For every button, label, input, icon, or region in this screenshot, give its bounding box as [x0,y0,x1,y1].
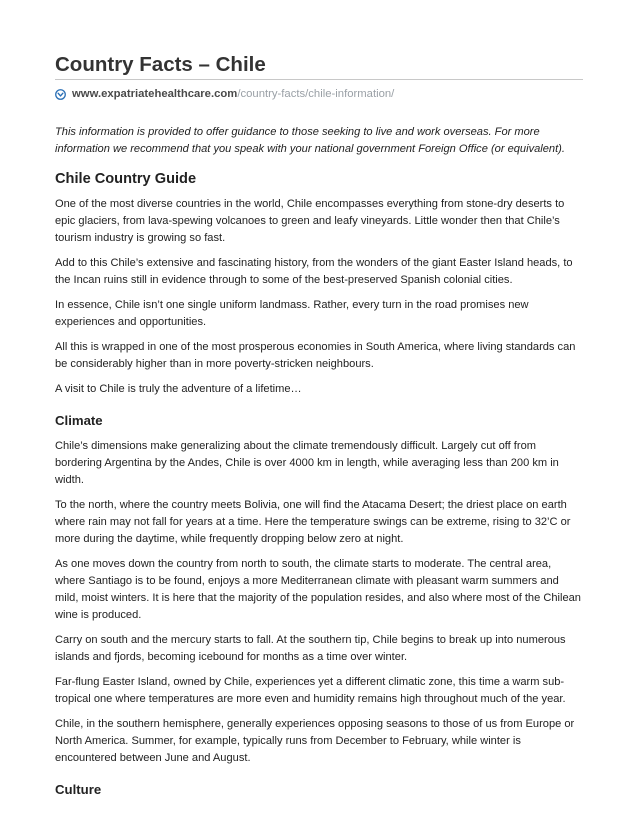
intro-disclaimer: This information is provided to offer guidance to those seeking to live and work overseas. For more information we recommend that you speak with your national government Foreign Office (or equivalent). [55,126,565,155]
paragraph: As one moves down the country from north to south, the climate starts to moderate. The central area, where Santiago is to be found, enjoys a more Mediterranean climate with pleasant warm summers and mild, moist winters. It is here that the majority of the population resides, and also where most of the Chilean wine is produced. [55,558,581,621]
paragraph: Chile’s dimensions make generalizing about the climate tremendously difficult. Largely cut off from bordering Argentina by the Andes, Chile is over 4000 km in length, while averaging less than 200 km in width. [55,440,559,486]
paragraph: Add to this Chile’s extensive and fascinating history, from the wonders of the giant Easter Island heads, to the Incan ruins still in evidence through to some of the best-preserved Spanish colonial cities. [55,257,573,286]
source-domain[interactable]: www.expatriatehealthcare.com [72,88,238,100]
expatriatehealthcare-logo-icon [55,89,66,100]
paragraph: One of the most diverse countries in the world, Chile encompasses everything from stone-dry deserts to epic glaciers, from lava-spewing volcanoes to green and leafy vineyards. Little wonder then that Chile’s tourism industry is growing so fast. [55,198,565,244]
paragraph: To the north, where the country meets Bolivia, one will find the Atacama Desert; the driest place on earth where rain may not fall for years at a time. Here the temperature swings can be extreme, rising to 32’C or more during the daytime, while frequently dropping below zero at night. [55,499,571,545]
paragraph: In essence, Chile isn’t one single uniform landmass. Rather, every turn in the road promises new experiences and opportunities. [55,299,529,328]
paragraph: Chile, in the southern hemisphere, generally experiences opposing seasons to those of us from Europe or North America. Summer, for example, typically runs from December to February, while winter is encountered between June and August. [55,718,575,764]
section-heading-climate: Climate [55,413,103,428]
paragraph: All this is wrapped in one of the most prosperous economies in South America, where living standards can be considerably higher than in more poverty-stricken neighbours. [55,341,576,370]
article-body [55,124,583,807]
source-link[interactable] [55,88,394,100]
source-path[interactable]: /country-facts/chile-information/ [237,88,395,100]
section-heading-guide: Chile Country Guide [55,171,197,187]
paragraph: A visit to Chile is truly the adventure of a lifetime… [55,383,302,395]
page-title: Country Facts – Chile [55,53,266,76]
section-heading-culture: Culture [55,782,102,797]
paragraph: Far-flung Easter Island, owned by Chile, experiences yet a different climatic zone, this time a warm sub-tropical one where temperatures are more even and humidity remains high throughout much of the year. [55,676,566,705]
title-divider [55,79,583,80]
paragraph: Carry on south and the mercury starts to fall. At the southern tip, Chile begins to break up into numerous islands and fjords, becoming icebound for months as a time over winter. [55,634,566,663]
